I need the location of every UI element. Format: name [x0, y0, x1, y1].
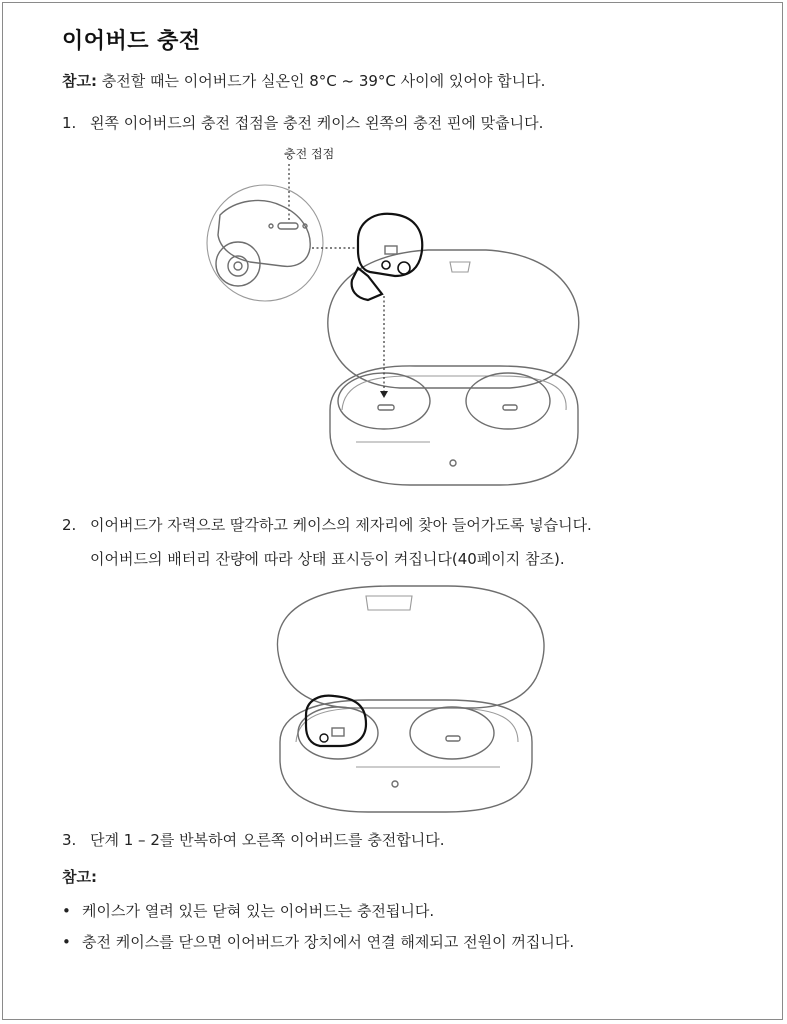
note-label: 참고:: [62, 72, 97, 90]
step-text: 단계 1 – 2를 반복하여 오른쪽 이어버드를 충전합니다.: [90, 831, 445, 849]
bullet-dot: •: [62, 933, 71, 951]
note-bullet: [62, 900, 434, 921]
step-2-detail: 이어버드의 배터리 잔량에 따라 상태 표시등이 켜집니다(40페이지 참조).: [90, 550, 565, 568]
note-text: 충전할 때는 이어버드가 실온인 8°C ~ 39°C 사이에 있어야 합니다.: [101, 72, 546, 90]
note-bullet: [62, 931, 574, 952]
step-number: 3.: [62, 831, 77, 849]
step-text: 이어버드가 자력으로 딸각하고 케이스의 제자리에 찾아 들어가도록 넣습니다.: [90, 516, 592, 534]
bullet-text: 충전 케이스를 닫으면 이어버드가 장치에서 연결 해제되고 전원이 꺼집니다.: [82, 933, 575, 951]
bullet-text: 케이스가 열려 있든 닫혀 있는 이어버드는 충전됩니다.: [82, 902, 435, 920]
step-number: 2.: [62, 516, 77, 534]
charging-contact-callout: 충전 접점: [284, 147, 335, 161]
step-text: 왼쪽 이어버드의 충전 접점을 충전 케이스 왼쪽의 충전 핀에 맞춥니다.: [90, 114, 544, 132]
bullet-dot: •: [62, 902, 71, 920]
step-number: 1.: [62, 114, 77, 132]
step-3: [62, 829, 445, 850]
note-bottom-label: 참고:: [62, 868, 97, 886]
section-title: 이어버드 충전: [62, 29, 201, 54]
